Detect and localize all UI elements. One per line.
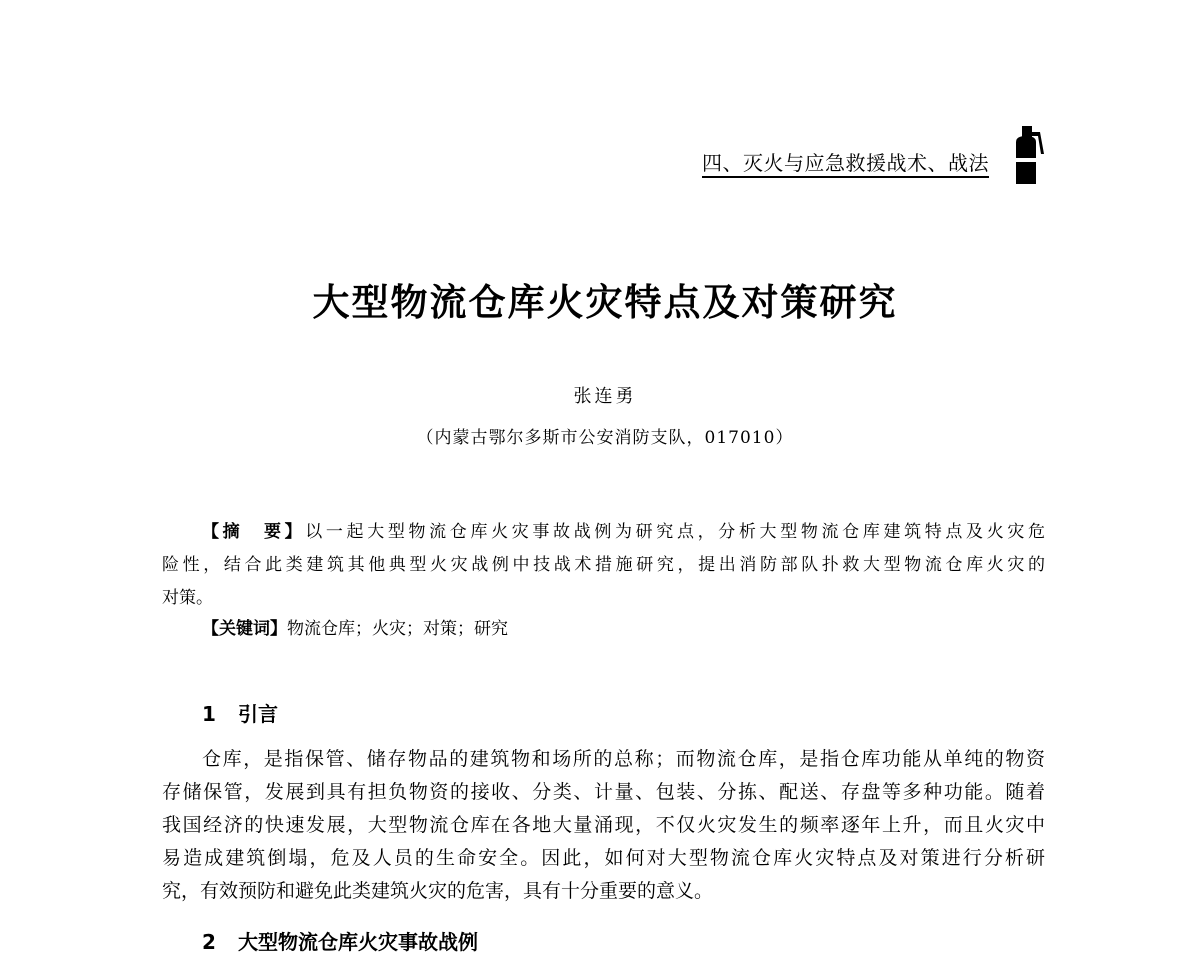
abstract-line: 险性，结合此类建筑其他典型火灾战例中技战术措施研究，提出消防部队扑救大型物流仓库火灾的 (162, 555, 1045, 575)
section-title: 引言 (238, 702, 278, 726)
keywords-text: 物流仓库；火灾；对策；研究 (287, 619, 508, 639)
abstract-text: 以一起大型物流仓库火灾事故战例为研究点，分析大型物流仓库建筑特点及火灾危 (305, 522, 1045, 542)
section-header: 四、灭火与应急救援战术、战法 (702, 150, 989, 178)
abstract-line: 对策。 (162, 588, 213, 608)
section-heading (202, 698, 278, 727)
paragraph-line: 易造成建筑倒塌，危及人员的生命安全。因此，如何对大型物流仓库火灾特点及对策进行分析研 (162, 847, 1045, 869)
paragraph-line: 究，有效预防和避免此类建筑火灾的危害，具有十分重要的意义。 (162, 880, 714, 902)
section-title: 大型物流仓库火灾事故战例 (238, 930, 478, 954)
fire-extinguisher-icon (1010, 124, 1046, 186)
paragraph-line: 我国经济的快速发展，大型物流仓库在各地大量涌现，不仅火灾发生的频率逐年上升，而且火灾中 (162, 814, 1045, 836)
section-number: 1 (202, 702, 216, 726)
section-number: 2 (202, 930, 216, 954)
abstract-line (202, 516, 1045, 549)
paragraph-line: 存储保管，发展到具有担负物资的接收、分类、计量、包装、分拣、配送、存盘等多种功能。随着 (162, 781, 1045, 803)
keywords (202, 614, 508, 639)
abstract-label: 【摘 要】 (202, 522, 306, 542)
author: 张连勇 (573, 386, 637, 407)
article-title: 大型物流仓库火灾特点及对策研究 (312, 280, 898, 324)
paragraph-line: 仓库，是指保管、储存物品的建筑物和场所的总称；而物流仓库，是指仓库功能从单纯的物资 (202, 748, 1045, 770)
affiliation: （内蒙古鄂尔多斯市公安消防支队，017010） (416, 428, 794, 448)
keywords-label: 【关键词】 (202, 619, 287, 639)
